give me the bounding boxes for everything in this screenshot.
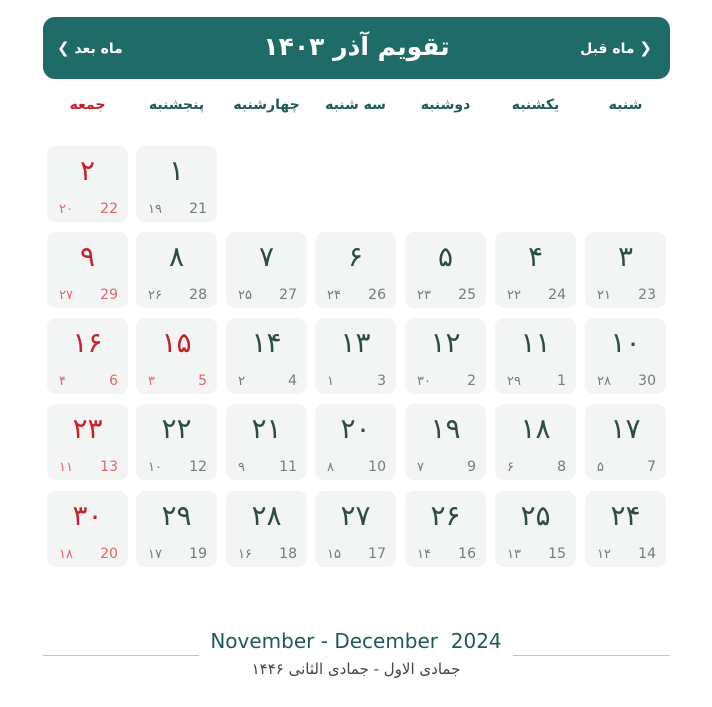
persian-day-number: ۹ <box>79 240 96 273</box>
day-cell[interactable] <box>47 232 128 308</box>
hijri-day-number: ۲۴ <box>327 288 341 303</box>
gregorian-day-number: 18 <box>279 546 297 562</box>
gregorian-day-number: 8 <box>557 459 566 475</box>
gregorian-day-number: 1 <box>557 373 566 389</box>
hijri-day-number: ۲۹ <box>507 374 521 389</box>
hijri-day-number: ۱۹ <box>148 202 162 217</box>
weekday-label: پنجشنبه <box>148 97 205 113</box>
day-cell[interactable] <box>315 491 396 567</box>
gregorian-day-number: 28 <box>189 287 207 303</box>
persian-day-number: ۲۸ <box>251 499 282 532</box>
hijri-day-number: ۶ <box>507 460 514 475</box>
gregorian-day-number: 29 <box>100 287 118 303</box>
persian-day-number: ۱۸ <box>520 412 551 445</box>
persian-day-number: ۳۰ <box>72 499 103 532</box>
gregorian-day-number: 27 <box>279 287 297 303</box>
day-cell[interactable] <box>315 404 396 480</box>
day-cell[interactable] <box>405 404 486 480</box>
day-cell[interactable] <box>136 318 217 394</box>
day-cell[interactable] <box>585 491 666 567</box>
persian-day-number: ۲۴ <box>610 499 641 532</box>
calendar-title: تقویم آذر ۱۴۰۳ <box>263 32 450 61</box>
persian-day-number: ۱۰ <box>610 326 641 359</box>
hijri-day-number: ۱۲ <box>597 547 611 562</box>
hijri-day-number: ۱۴ <box>417 547 431 562</box>
persian-day-number: ۱۵ <box>161 326 192 359</box>
day-cell[interactable] <box>47 404 128 480</box>
weekday-row <box>43 97 670 127</box>
gregorian-day-number: 12 <box>189 459 207 475</box>
day-cell[interactable] <box>585 404 666 480</box>
weekday-label: شنبه <box>608 97 643 113</box>
footer-divider-left <box>43 655 199 656</box>
hijri-day-number: ۱۸ <box>59 547 73 562</box>
persian-day-number: ۱۲ <box>430 326 461 359</box>
weekday-label: دوشنبه <box>420 97 471 113</box>
day-cell[interactable] <box>495 318 576 394</box>
hijri-day-number: ۱۶ <box>238 547 252 562</box>
gregorian-day-number: 10 <box>368 459 386 475</box>
gregorian-day-number: 23 <box>638 287 656 303</box>
day-cell[interactable] <box>315 232 396 308</box>
hijri-day-number: ۱۵ <box>327 547 341 562</box>
gregorian-day-number: 7 <box>647 459 656 475</box>
gregorian-day-number: 15 <box>548 546 566 562</box>
day-cell[interactable] <box>136 404 217 480</box>
persian-day-number: ۲۹ <box>161 499 192 532</box>
persian-day-number: ۱۶ <box>72 326 103 359</box>
day-cell[interactable] <box>226 232 307 308</box>
hijri-day-number: ۲۷ <box>59 288 73 303</box>
gregorian-range: November - December 2024 <box>210 629 502 653</box>
weekday-label: چهارشنبه <box>233 97 300 113</box>
gregorian-day-number: 16 <box>458 546 476 562</box>
gregorian-day-number: 13 <box>100 459 118 475</box>
hijri-day-number: ۲۶ <box>148 288 162 303</box>
gregorian-day-number: 11 <box>279 459 297 475</box>
gregorian-day-number: 6 <box>109 373 118 389</box>
gregorian-day-number: 19 <box>189 546 207 562</box>
hijri-day-number: ۵ <box>597 460 604 475</box>
hijri-range: جمادی الاول - جمادی الثانی ۱۴۴۶ <box>251 660 461 678</box>
hijri-day-number: ۲۲ <box>507 288 521 303</box>
day-cell[interactable] <box>585 318 666 394</box>
hijri-day-number: ۲۰ <box>59 202 73 217</box>
hijri-day-number: ۱۱ <box>59 460 73 475</box>
gregorian-day-number: 20 <box>100 546 118 562</box>
persian-day-number: ۴ <box>527 240 544 273</box>
hijri-day-number: ۱۰ <box>148 460 162 475</box>
gregorian-day-number: 9 <box>467 459 476 475</box>
gregorian-day-number: 22 <box>100 201 118 217</box>
gregorian-day-number: 14 <box>638 546 656 562</box>
prev-month-label: ماه قبل <box>580 41 635 57</box>
day-cell[interactable] <box>47 318 128 394</box>
persian-day-number: ۲۷ <box>340 499 371 532</box>
persian-day-number: ۵ <box>437 240 454 273</box>
day-cell[interactable] <box>495 491 576 567</box>
next-month-label: ماه بعد <box>74 41 123 57</box>
calendar-header <box>43 17 670 79</box>
gregorian-day-number: 25 <box>458 287 476 303</box>
persian-day-number: ۷ <box>258 240 275 273</box>
persian-day-number: ۱۹ <box>430 412 461 445</box>
gregorian-day-number: 17 <box>368 546 386 562</box>
persian-day-number: ۲۶ <box>430 499 461 532</box>
persian-day-number: ۲۱ <box>251 412 282 445</box>
hijri-day-number: ۳ <box>148 374 155 389</box>
gregorian-day-number: 4 <box>288 373 297 389</box>
day-cell[interactable] <box>226 404 307 480</box>
hijri-day-number: ۱۷ <box>148 547 162 562</box>
hijri-day-number: ۱ <box>327 374 334 389</box>
footer-divider-right <box>513 655 670 656</box>
persian-day-number: ۲۰ <box>340 412 371 445</box>
day-cell[interactable] <box>136 232 217 308</box>
day-cell[interactable] <box>47 146 128 222</box>
hijri-day-number: ۲۵ <box>238 288 252 303</box>
hijri-day-number: ۷ <box>417 460 424 475</box>
day-cell[interactable] <box>136 146 217 222</box>
hijri-day-number: ۱۳ <box>507 547 521 562</box>
hijri-day-number: ۸ <box>327 460 334 475</box>
day-cell[interactable] <box>136 491 217 567</box>
persian-day-number: ۱۱ <box>520 326 551 359</box>
day-cell[interactable] <box>405 491 486 567</box>
hijri-day-number: ۴ <box>59 374 66 389</box>
hijri-day-number: ۹ <box>238 460 245 475</box>
hijri-day-number: ۲۸ <box>597 374 611 389</box>
gregorian-day-number: 3 <box>377 373 386 389</box>
persian-day-number: ۸ <box>168 240 185 273</box>
day-cell[interactable] <box>226 318 307 394</box>
gregorian-day-number: 21 <box>189 201 207 217</box>
day-cell[interactable] <box>585 232 666 308</box>
persian-day-number: ۲ <box>79 154 96 187</box>
day-cell[interactable] <box>405 232 486 308</box>
hijri-day-number: ۲۳ <box>417 288 431 303</box>
chevron-left-icon: ❮ <box>639 39 652 57</box>
persian-day-number: ۱۷ <box>610 412 641 445</box>
hijri-day-number: ۲۱ <box>597 288 611 303</box>
weekday-label: سه شنبه <box>325 97 386 113</box>
gregorian-day-number: 30 <box>638 373 656 389</box>
gregorian-day-number: 24 <box>548 287 566 303</box>
persian-day-number: ۲۵ <box>520 499 551 532</box>
day-cell[interactable] <box>495 404 576 480</box>
persian-day-number: ۲۲ <box>161 412 192 445</box>
weekday-label: یکشنبه <box>511 97 560 113</box>
day-cell[interactable] <box>495 232 576 308</box>
next-month-button[interactable] <box>57 17 123 79</box>
gregorian-day-number: 26 <box>368 287 386 303</box>
day-cell[interactable] <box>315 318 396 394</box>
hijri-day-number: ۳۰ <box>417 374 431 389</box>
persian-day-number: ۱۳ <box>340 326 371 359</box>
day-cell[interactable] <box>226 491 307 567</box>
persian-day-number: ۱۴ <box>251 326 282 359</box>
persian-day-number: ۱ <box>168 154 185 187</box>
chevron-right-icon: ❯ <box>57 39 70 57</box>
weekday-label: جمعه <box>69 97 106 113</box>
day-cell[interactable] <box>47 491 128 567</box>
gregorian-day-number: 5 <box>198 373 207 389</box>
persian-day-number: ۳ <box>617 240 634 273</box>
gregorian-day-number: 2 <box>467 373 476 389</box>
day-cell[interactable] <box>405 318 486 394</box>
hijri-day-number: ۲ <box>238 374 245 389</box>
persian-day-number: ۶ <box>347 240 364 273</box>
persian-day-number: ۲۳ <box>72 412 103 445</box>
